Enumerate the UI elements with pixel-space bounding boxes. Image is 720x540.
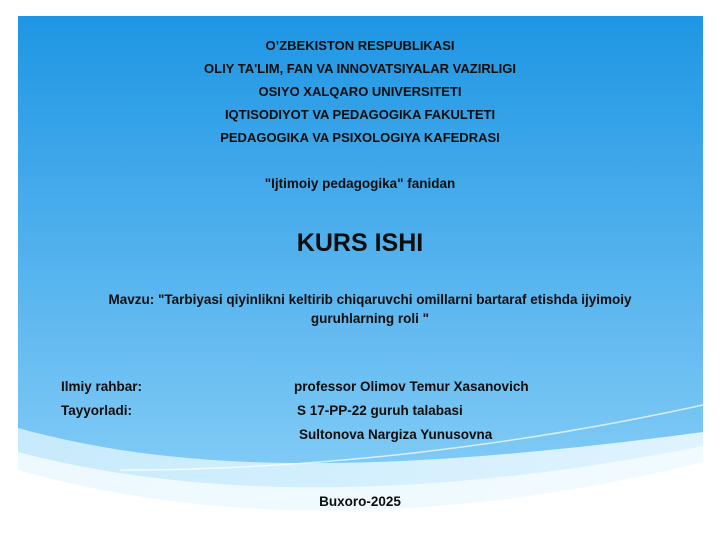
subject-line: "Ijtimoiy pedagogika" fanidan [264, 176, 456, 191]
header-line-country: O’ZBEKISTON RESPUBLIKASI [265, 38, 455, 53]
student-name: Sultonova Nargiza Yunusovna [299, 427, 493, 442]
document-title: KURS ISHI [296, 229, 424, 257]
header-line-ministry: OLIY TA'LIM, FAN VA INNOVATSIYALAR VAZIRLIGI [204, 61, 516, 76]
supervisor-label: Ilmiy rahbar: [61, 379, 143, 394]
prepared-value: S 17-PP-22 guruh talabasi [297, 403, 463, 418]
header-line-department: PEDAGOGIKA VA PSIXOLOGIYA KAFEDRASI [220, 130, 500, 145]
city-year: Buxoro-2025 [319, 494, 401, 509]
header-line-university: OSIYO XALQARO UNIVERSITETI [258, 84, 462, 99]
prepared-label: Tayyorladi: [61, 403, 133, 418]
supervisor-value: professor Olimov Temur Xasanovich [294, 379, 529, 394]
topic-line: Mavzu: "Tarbiyasi qiyinlikni keltirib chiqaruvchi omillarni bartaraf etishda ijyimoiy guruhlarning roli " [108, 292, 632, 326]
header-line-faculty: IQTISODIYOT VA PEDAGOGIKA FAKULTETI [224, 107, 496, 122]
